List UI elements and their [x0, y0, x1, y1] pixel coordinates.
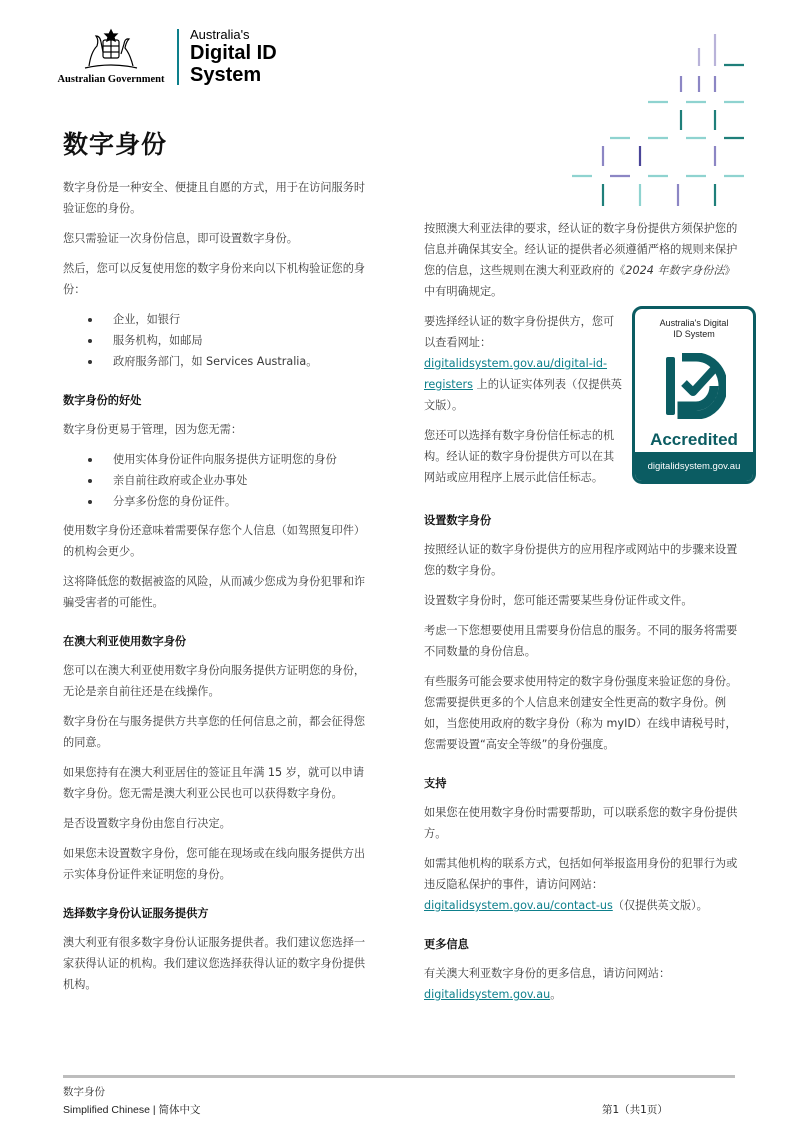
choose-paragraph: 澳大利亚有很多数字身份认证服务提供者。我们建议您选择一家获得认证的机构。我们建议您选择获得认证的数字身份提供机构。	[63, 936, 366, 991]
list-item: 分享多份您的身份证件。	[63, 491, 373, 512]
more-info-text: 有关澳大利亚数字身份的更多信息，请访问网站：	[424, 967, 671, 980]
digitalid-website-link[interactable]: digitalidsystem.gov.au	[424, 988, 551, 1001]
intro-paragraph-2: 您只需验证一次身份信息，即可设置数字身份。	[63, 232, 298, 245]
setup-paragraph-1: 按照经认证的数字身份提供方的应用程序或网站中的步骤来设置您的数字身份。	[424, 543, 738, 577]
registers-link[interactable]: digitalidsystem.gov.au/digital-id-registers	[424, 357, 608, 391]
page-number: 第1（共1页）	[602, 1104, 668, 1116]
list-item: 服务机构，如邮局	[63, 330, 373, 351]
intro-paragraph-1: 数字身份是一种安全、便捷且自愿的方式，用于在访问服务时验证您的身份。	[63, 181, 366, 215]
use-paragraph-2: 数字身份在与服务提供方共享您的任何信息之前，都会征得您的同意。	[63, 715, 366, 749]
badge-heading	[635, 318, 753, 340]
list-item: 政府服务部门，如 Services Australia。	[63, 351, 373, 372]
organisation-list	[63, 309, 373, 372]
support-text-a: 如需其他机构的联系方式，包括如何举报盗用身份的犯罪行为或违反隐私保护的事件，请访问网站：	[424, 857, 738, 891]
more-info-paragraph	[424, 963, 739, 1005]
badge-heading-line-2: ID System	[673, 329, 715, 339]
heading-benefits: 数字身份的好处	[63, 394, 142, 407]
benefits-intro: 数字身份更易于管理，因为您无需：	[63, 423, 243, 436]
law-text-b: 》中有明确规定。	[424, 264, 736, 298]
support-paragraph-1: 如果您在使用数字身份时需要帮助，可以联系您的数字身份提供方。	[424, 806, 738, 840]
use-paragraph-1: 您可以在澳大利亚使用数字身份向服务提供方证明您的身份，无论是亲自前往还是在线操作。	[63, 664, 366, 698]
accredited-label: Accredited	[650, 430, 738, 449]
government-name: Australian Government	[57, 74, 165, 85]
footer-title: 数字身份	[63, 1086, 105, 1098]
select-text-a: 要选择经认证的数字身份提供方，您可以查看网址：	[424, 315, 615, 349]
logo-line-3: System	[190, 64, 262, 86]
use-paragraph-3: 如果您持有在澳大利亚居住的签证且年满 15 岁，就可以申请数字身份。您无需是澳大利亚公民也可以获得数字身份。	[63, 766, 365, 800]
contact-us-link[interactable]: digitalidsystem.gov.au/contact-us	[424, 899, 613, 912]
heading-setup: 设置数字身份	[424, 514, 492, 527]
select-text-b: 上的认证实体列表（仅提供英文版）。	[424, 378, 622, 412]
setup-paragraph-4: 有些服务可能会要求使用特定的数字身份强度来验证您的身份。您需要提供更多的个人信息来创建安全性更高的数字身份。例如，当您使用政府的数字身份（称为 myID）在线申请税号时，您需要设置“高安全等级”的身份强度。	[424, 675, 738, 751]
coat-of-arms-icon	[81, 26, 141, 70]
use-paragraph-4: 是否设置数字身份由您自行决定。	[63, 817, 231, 830]
list-item: 企业，如银行	[63, 309, 373, 330]
trust-mark-paragraph: 您还可以选择有数字身份信任标志的机构。经认证的数字身份提供方可以在其网站或应用程序上展示此信任标志。	[424, 429, 615, 484]
accredited-trust-mark	[632, 306, 756, 484]
footer-language: Simplified Chinese | 简体中文	[63, 1104, 201, 1116]
heading-more-info: 更多信息	[424, 938, 469, 951]
decorative-line-pattern	[568, 32, 748, 212]
heading-support: 支持	[424, 777, 447, 790]
heading-use-in-australia: 在澳大利亚使用数字身份	[63, 635, 187, 648]
footer-divider	[63, 1075, 735, 1078]
badge-heading-line-1: Australia's Digital	[659, 318, 729, 328]
australian-government-crest	[54, 26, 168, 88]
setup-paragraph-2: 设置数字身份时，您可能还需要某些身份证件或文件。	[424, 594, 693, 607]
heading-choose-provider: 选择数字身份认证服务提供方	[63, 907, 209, 920]
law-text-a: 按照澳大利亚法律的要求，经认证的数字身份提供方须保护您的信息并确保其安全。经认证的提供者必须遵循严格的规则来保护您的信息，这些规则在澳大利亚政府的《	[424, 222, 738, 277]
benefits-paragraph-2: 这将降低您的数据被盗的风险，从而减少您成为身份犯罪和诈骗受害者的可能性。	[63, 575, 366, 609]
act-title: 2024 年数字身份法	[625, 264, 725, 277]
page-title: 数字身份	[63, 130, 168, 159]
badge-url: digitalidsystem.gov.au	[635, 452, 753, 481]
benefits-paragraph-1: 使用数字身份还意味着需要保存您个人信息（如驾照复印件）的机构会更少。	[63, 524, 366, 558]
benefits-list	[63, 449, 373, 512]
select-provider-paragraph	[424, 311, 624, 416]
support-paragraph-2	[424, 853, 739, 916]
support-text-b: （仅提供英文版）。	[612, 899, 708, 912]
use-paragraph-5: 如果您未设置数字身份，您可能在现场或在线向服务提供方出示实体身份证件来证明您的身份。	[63, 847, 366, 881]
more-info-end: 。	[550, 988, 562, 1001]
list-item: 亲自前往政府或企业办事处	[63, 470, 373, 491]
left-column	[63, 177, 373, 1004]
intro-paragraph-3: 然后，您可以反复使用您的数字身份来向以下机构验证您的身份：	[63, 262, 366, 296]
setup-paragraph-3: 考虑一下您想要使用且需要身份信息的服务。不同的服务将需要不同数量的身份信息。	[424, 624, 738, 658]
law-paragraph	[424, 218, 739, 302]
list-item: 使用实体身份证件向服务提供方证明您的身份	[63, 449, 373, 470]
logo-divider	[177, 29, 179, 85]
logo-line-1: Australia's	[190, 27, 250, 42]
logo-line-2: Digital ID	[190, 42, 277, 64]
digital-id-check-icon	[664, 353, 726, 419]
